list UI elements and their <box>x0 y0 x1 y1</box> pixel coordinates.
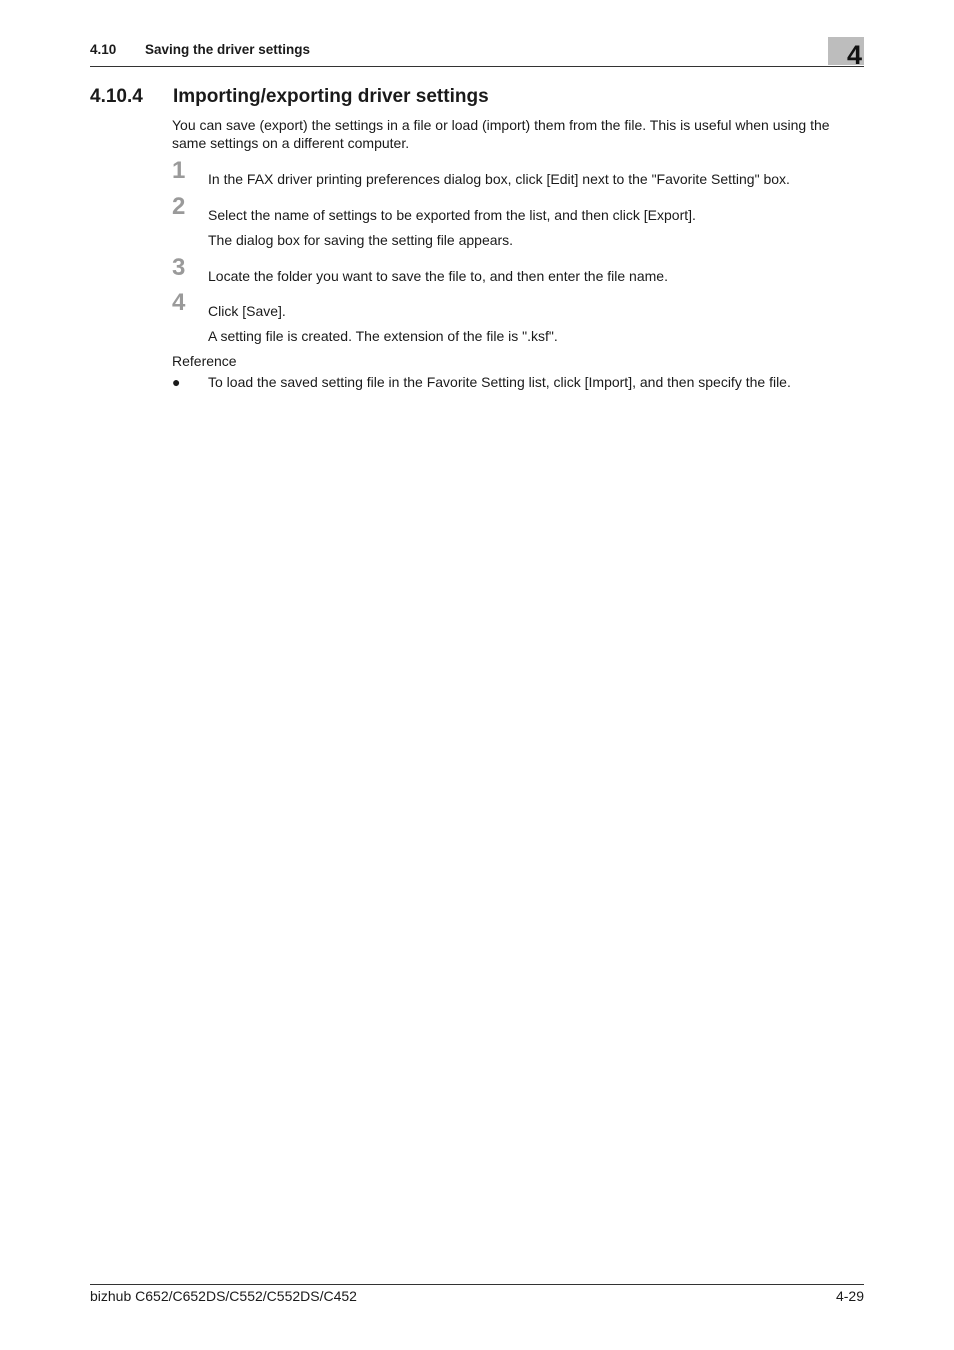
page-footer <box>90 1284 864 1307</box>
chapter-tab <box>828 37 864 70</box>
step-result: The dialog box for saving the setting file appears. <box>208 232 514 248</box>
reference-label: Reference <box>172 353 237 369</box>
header-section-number: 4.10 <box>90 42 117 57</box>
section-heading <box>90 86 489 108</box>
step-number: 4 <box>172 289 186 316</box>
step-text: In the FAX driver printing preferences dialog box, click [Edit] next to the "Favorite Setting" box. <box>208 171 790 187</box>
reference-item-text: To load the saved setting file in the Favorite Setting list, click [Import], and then specify the file. <box>208 374 791 390</box>
chapter-number: 4 <box>846 40 862 70</box>
heading-number: 4.10.4 <box>90 86 143 107</box>
header-section-title: Saving the driver settings <box>145 42 311 57</box>
step-text: Locate the folder you want to save the file to, and then enter the file name. <box>208 268 668 284</box>
step-number: 1 <box>172 157 186 184</box>
step-text: Click [Save]. <box>208 303 286 319</box>
step-number: 2 <box>172 193 186 220</box>
footer-page-number: 4-29 <box>835 1288 864 1304</box>
running-header <box>90 40 864 70</box>
step-text: Select the name of settings to be exported from the list, and then click [Export]. <box>208 207 696 223</box>
footer-model: bizhub C652/C652DS/C552/C552DS/C452 <box>90 1288 357 1304</box>
step-result: A setting file is created. The extension of the file is ".ksf". <box>208 328 558 344</box>
heading-title: Importing/exporting driver settings <box>173 86 489 107</box>
bullet-icon: ● <box>172 374 181 390</box>
intro-paragraph: You can save (export) the settings in a file or load (import) them from the file. This is useful when using the same settings on a different computer. <box>172 117 830 151</box>
step-number: 3 <box>172 254 186 281</box>
